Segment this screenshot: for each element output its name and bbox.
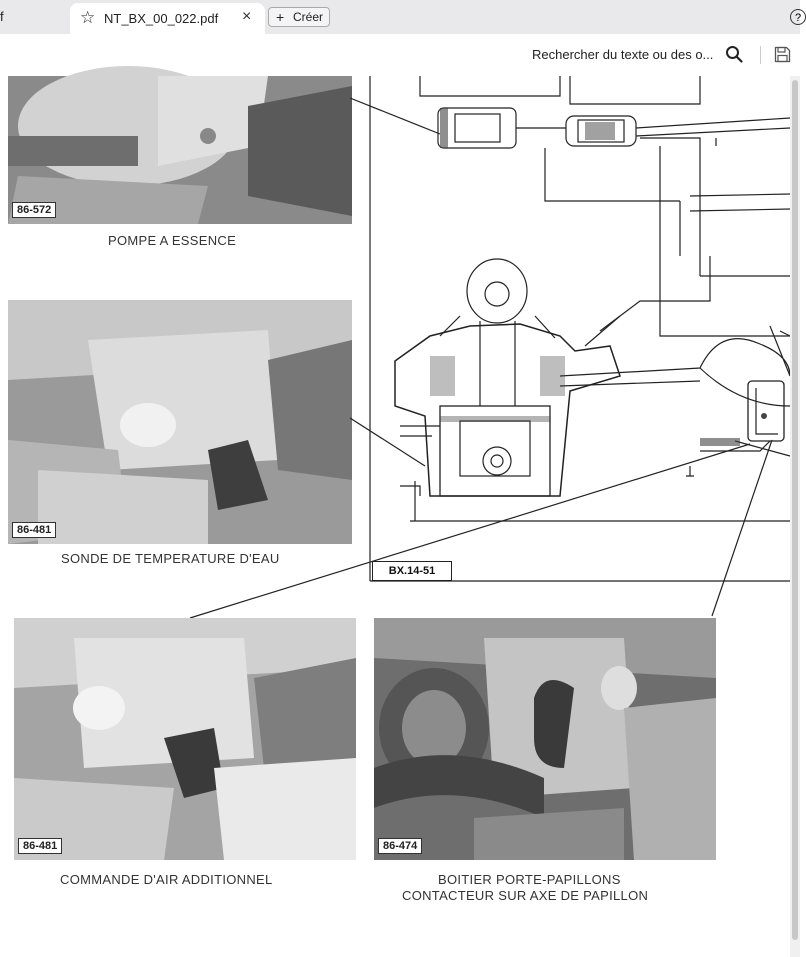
diagram-reference-label: BX.14-51 bbox=[372, 561, 452, 581]
star-icon[interactable]: ☆ bbox=[80, 8, 96, 27]
caption-temperature-sensor: SONDE DE TEMPERATURE D'EAU bbox=[61, 551, 280, 566]
tab-title: NT_BX_00_022.pdf bbox=[104, 11, 219, 26]
pdf-page bbox=[0, 76, 790, 957]
photo-auxiliary-air-control bbox=[14, 618, 356, 860]
caption-fuel-pump: POMPE A ESSENCE bbox=[108, 233, 237, 248]
photo-reference-label: 86-481 bbox=[18, 838, 62, 854]
search-icon[interactable] bbox=[725, 45, 743, 63]
caption-throttle-body-line1: BOITIER PORTE-PAPILLONS bbox=[438, 872, 621, 887]
photo-reference-label: 86-572 bbox=[12, 202, 56, 218]
tab-active-pdf[interactable] bbox=[70, 3, 265, 34]
caption-throttle-body-line2: CONTACTEUR SUR AXE DE PAPILLON bbox=[402, 888, 649, 903]
search-input[interactable]: Rechercher du texte ou des o... bbox=[532, 47, 714, 62]
scrollbar-thumb[interactable] bbox=[792, 80, 798, 940]
tab-bar bbox=[0, 0, 800, 34]
photo-reference-label: 86-474 bbox=[378, 838, 422, 854]
create-button-label: Créer bbox=[293, 10, 324, 24]
caption-auxiliary-air-control: COMMANDE D'AIR ADDITIONNEL bbox=[60, 872, 273, 887]
photo-throttle-body bbox=[374, 618, 716, 860]
toolbar-divider bbox=[760, 46, 761, 64]
photo-reference-label: 86-481 bbox=[12, 522, 56, 538]
plus-icon: + bbox=[276, 9, 285, 25]
previous-tab-fragment[interactable]: f bbox=[0, 9, 4, 24]
create-button[interactable] bbox=[268, 7, 330, 27]
help-icon[interactable]: ? bbox=[790, 9, 806, 25]
vertical-scrollbar[interactable] bbox=[790, 76, 800, 957]
close-icon[interactable]: × bbox=[242, 8, 252, 25]
save-icon[interactable] bbox=[774, 46, 791, 63]
